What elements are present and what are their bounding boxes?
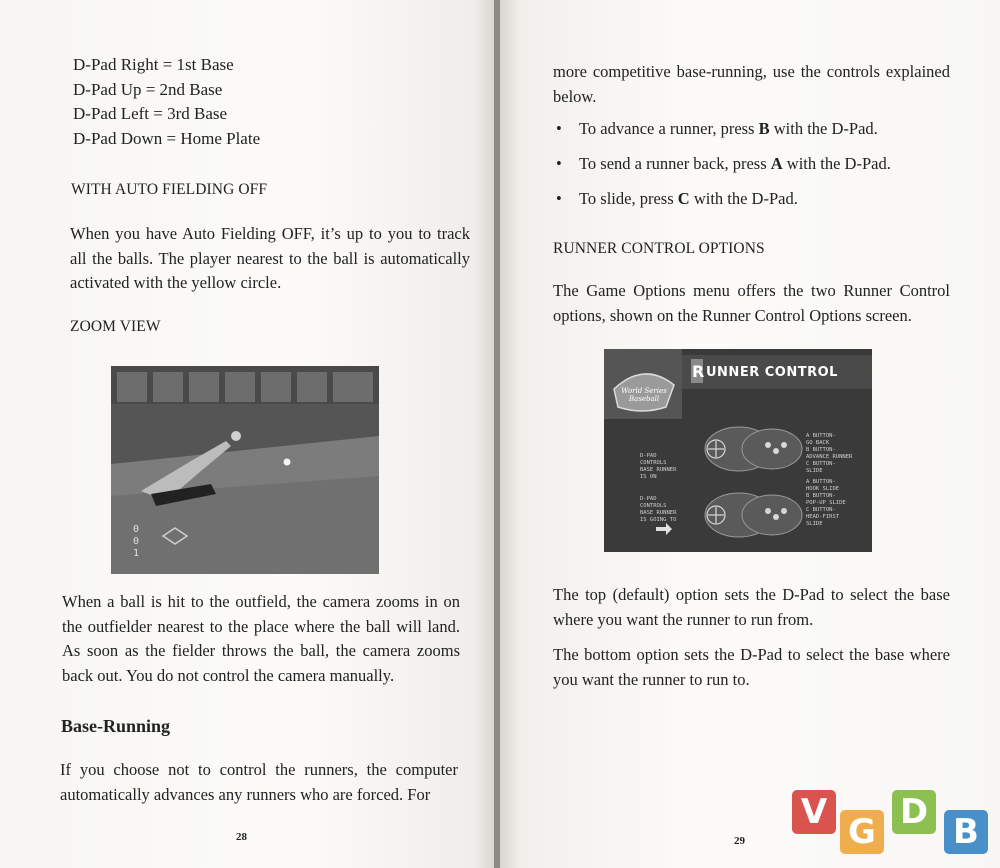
top-button-labels: A BUTTON- GO BACK B BUTTON- ADVANCE RUNNER C BUTTON- SLIDE	[806, 433, 853, 474]
para-zoom-view: When a ball is hit to the outfield, the camera zooms in on the outfielder nearest to the place where the ball will land. As soon as the fielder throws the ball, the camera zooms back out. You do not control the camera manually.	[62, 592, 460, 685]
logo-tile: D	[892, 790, 936, 834]
zoom-view-scene-image	[111, 366, 379, 574]
heading-auto-fielding: WITH AUTO FIELDING OFF	[71, 181, 268, 198]
screen-title-initial: R	[692, 362, 705, 381]
dpad-line: D-Pad Down = Home Plate	[73, 128, 261, 148]
bottom-button-labels: A BUTTON- HOOK SLIDE B BUTTON- POP-UP SLIDE C BUTTON- HEAD-FIRST SLIDE	[806, 479, 846, 527]
vgdb-watermark-logo	[788, 790, 1000, 856]
page-number: 29	[734, 835, 745, 847]
count-balls: 0	[133, 524, 140, 535]
bullet-advance-runner: • To advance a runner, press B with the D-Pad.	[556, 119, 878, 138]
para-intro: more competitive base-running, use the controls explained below.	[553, 62, 950, 106]
para-base-running: If you choose not to control the runners, the computer automatically advances any runners who are forced. For	[60, 760, 458, 804]
dpad-line: D-Pad Up = 2nd Base	[73, 79, 223, 99]
bullet-slide: • To slide, press C with the D-Pad.	[556, 189, 798, 208]
logo-tile: V	[792, 790, 836, 834]
dpad-line: D-Pad Right = 1st Base	[73, 55, 234, 74]
key-b: B	[758, 119, 770, 138]
top-dpad-label: D-PAD CONTROLS BASE RUNNER IS ON	[640, 453, 677, 480]
heading-base-running: Base-Running	[61, 716, 171, 736]
bullet-send-runner-back: • To send a runner back, press A with the D-Pad.	[556, 154, 891, 173]
zoom-view-screenshot	[111, 366, 379, 574]
key-a: A	[770, 154, 783, 173]
world-series-logo-text: World Series Baseball	[621, 387, 667, 403]
count-display	[133, 524, 139, 560]
runner-control-screenshot	[604, 349, 872, 552]
para-auto-fielding: When you have Auto Fielding OFF, it’s up to you to track all the balls. The player nearest to the ball is automatically activated with the yellow circle.	[70, 224, 470, 292]
para-runner-control-options: The Game Options menu offers the two Runner Control options, shown on the Runner Control Options screen.	[553, 281, 950, 325]
dpad-line: D-Pad Left = 3rd Base	[73, 104, 228, 123]
logo-tile: B	[944, 810, 988, 854]
logo-tile: G	[840, 810, 884, 854]
screen-title: UNNER CONTROL	[706, 365, 838, 380]
page-28	[0, 0, 494, 868]
key-c: C	[677, 189, 690, 208]
heading-runner-control-options: RUNNER CONTROL OPTIONS	[553, 240, 765, 257]
count-strikes: 0	[133, 536, 140, 547]
heading-zoom-view: ZOOM VIEW	[70, 318, 161, 335]
page-number: 28	[236, 831, 247, 843]
bottom-dpad-label: D-PAD CONTROLS BASE RUNNER IS GOING TO	[640, 496, 677, 523]
para-bottom-option: The bottom option sets the D-Pad to select the base where you want the runner to run to.	[553, 645, 950, 689]
count-outs: 1	[133, 548, 140, 559]
dpad-base-list	[73, 53, 373, 151]
para-top-option: The top (default) option sets the D-Pad to select the base where you want the runner to run from.	[553, 585, 950, 629]
control-bullet-list	[553, 117, 963, 222]
